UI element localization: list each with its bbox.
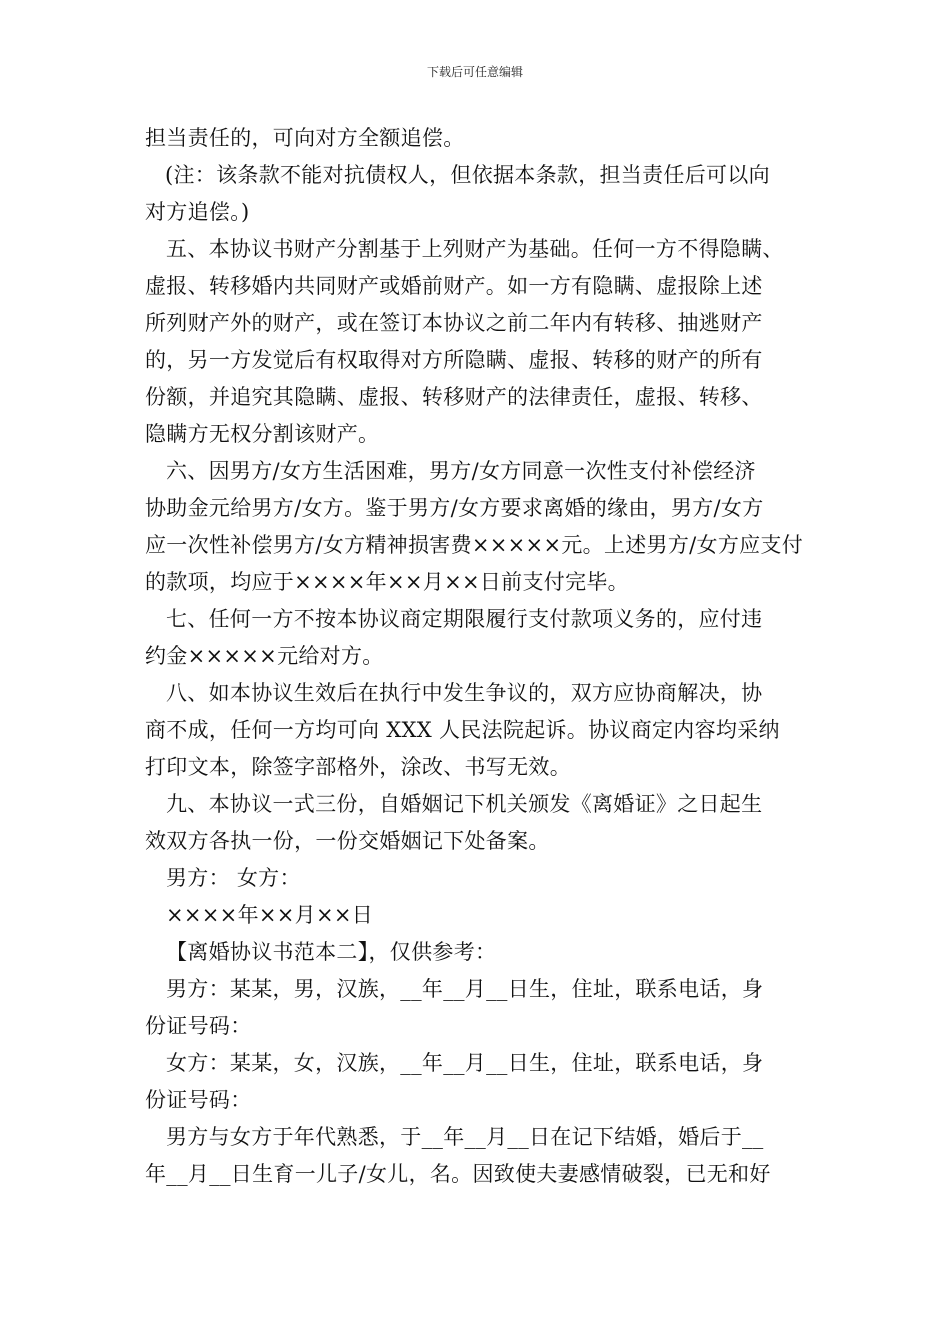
text-line: 效双方各执一份，一份交婚姻记下处备案。 (145, 829, 550, 853)
text-line: 年__月__日生育一儿子/女儿，名。因致使夫妻感情破裂，已无和好 (145, 1162, 771, 1186)
text-line: 协助金元给男方/女方。鉴于男方/女方要求离婚的缘由，男方/女方 (145, 496, 764, 520)
text-line: 男方与女方于年代熟悉，于__年__月__日在记下结婚，婚后于__ (166, 1125, 764, 1149)
document-body (145, 120, 815, 1193)
text-line: 七、任何一方不按本协议商定期限履行支付款项义务的，应付违 (166, 607, 763, 631)
text-line: 的，另一方发觉后有权取得对方所隐瞒、虚报、转移的财产的所有 (145, 348, 763, 372)
text-line: 虚报、转移婚内共同财产或婚前财产。如一方有隐瞒、虚报除上述 (145, 274, 763, 298)
page-header: 下载后可任意编辑 (426, 65, 523, 79)
text-line: 六、因男方/女方生活困难，男方/女方同意一次性支付补偿经济 (166, 459, 756, 483)
text-line: (注：该条款不能对抗债权人，但依据本条款，担当责任后可以向 (165, 163, 770, 187)
text-line: 八、如本协议生效后在执行中发生争议的，双方应协商解决，协 (166, 681, 763, 705)
text-line: 【离婚协议书范本二】，仅供参考： (166, 940, 497, 964)
text-line: 所列财产外的财产，或在签订本协议之前二年内有转移、抽逃财产 (145, 311, 763, 335)
text-line: 打印文本，除签字部格外，涂改、书写无效。 (145, 755, 571, 779)
text-line: 九、本协议一式三份，自婚姻记下机关颁发《离婚证》之日起生 (166, 792, 763, 816)
text-line: 担当责任的，可向对方全额追偿。 (145, 126, 465, 150)
text-line: 约金×××××元给对方。 (145, 644, 384, 668)
text-line: 五、本协议书财产分割基于上列财产为基础。任何一方不得隐瞒、 (166, 237, 784, 261)
text-line: 应一次性补偿男方/女方精神损害费×××××元。上述男方/女方应支付 (145, 533, 804, 557)
text-line: 男方： 女方： (166, 866, 301, 890)
text-line: 份额，并追究其隐瞒、虚报、转移财产的法律责任，虚报、转移、 (145, 385, 763, 409)
text-line: 份证号码： (145, 1088, 252, 1112)
text-line: 对方追偿。) (145, 200, 250, 224)
text-line: 隐瞒方无权分割该财产。 (145, 422, 380, 446)
text-line: ××××年××月××日 (166, 903, 374, 927)
text-line: 的款项，均应于××××年××月××日前支付完毕。 (145, 570, 629, 594)
text-line: 商不成，任何一方均可向 XXX 人民法院起诉。协议商定内容均采纳 (145, 718, 780, 742)
text-line: 份证号码： (145, 1014, 252, 1038)
text-line: 男方：某某，男，汉族，__年__月__日生，住址，联系电话，身 (166, 977, 764, 1001)
text-line: 女方：某某，女，汉族，__年__月__日生，住址，联系电话，身 (166, 1051, 764, 1075)
